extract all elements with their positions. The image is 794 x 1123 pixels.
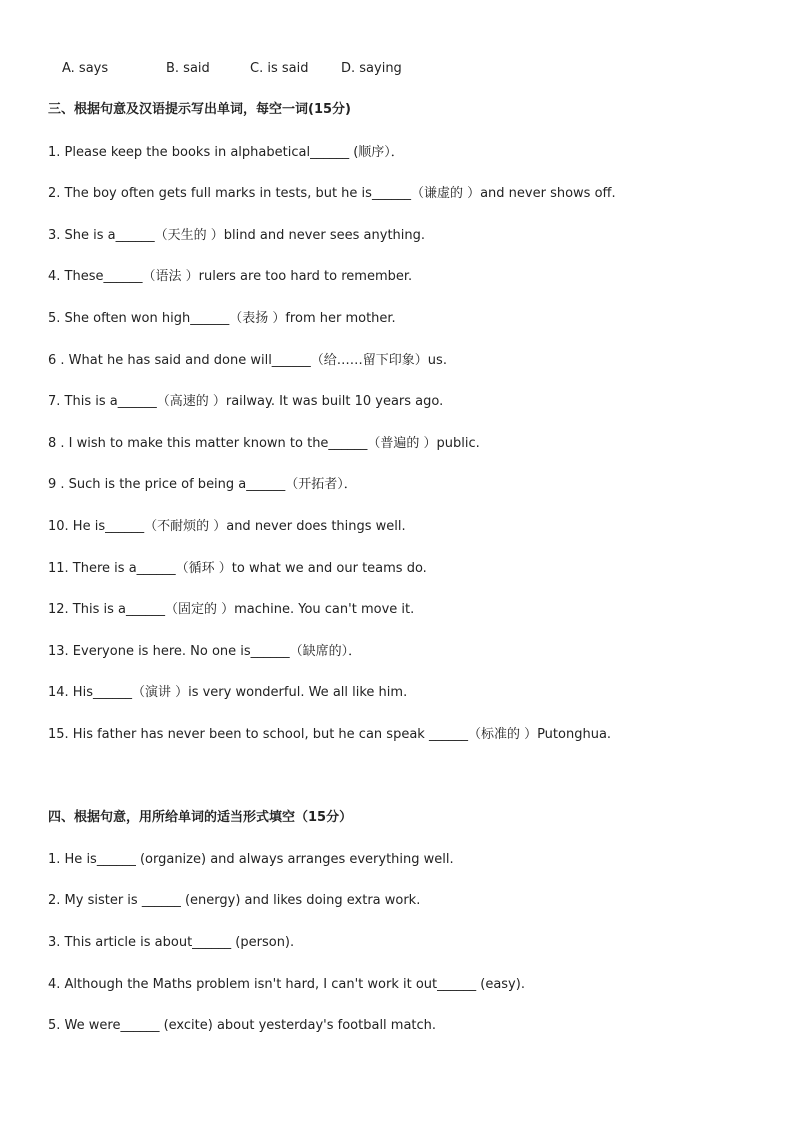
option-a: A. says — [62, 61, 109, 76]
section-3-item: 8 . I wish to make this matter known to the______（普遍的 ）public. — [48, 436, 480, 451]
option-c: C. is said — [250, 61, 309, 76]
section-3-item: 2. The boy often gets full marks in tests, but he is______（谦虚的 ）and never shows off. — [48, 186, 616, 201]
section-3-item: 5. She often won high______（表扬 ）from her mother. — [48, 311, 396, 326]
section-3-item: 14. His______（演讲 ）is very wonderful. We all like him. — [48, 685, 408, 700]
section-3-item: 13. Everyone is here. No one is______（缺席的）． — [48, 644, 362, 659]
section-4-heading: 四、根据句意，用所给单词的适当形式填空（15分） — [48, 810, 353, 825]
section-3-heading: 三、根据句意及汉语提示写出单词，每空一词(15分) — [48, 102, 351, 117]
section-3-item: 6 . What he has said and done will______（给……留下印象）us. — [48, 353, 447, 368]
section-4-item: 5. We were______ (excite) about yesterday's football match. — [48, 1018, 437, 1033]
section-4-item: 1. He is______ (organize) and always arranges everything well. — [48, 852, 454, 867]
section-3-item: 15. His father has never been to school, but he can speak ______（标准的 ）Putonghua. — [48, 727, 612, 742]
section-3-item: 4. These______（语法 ）rulers are too hard to remember. — [48, 269, 413, 284]
section-4-item: 2. My sister is ______ (energy) and likes doing extra work. — [48, 893, 421, 908]
section-4-item: 3. This article is about______ (person). — [48, 935, 295, 950]
option-b: B. said — [166, 61, 210, 76]
section-3-item: 10. He is______（不耐烦的 ）and never does things well. — [48, 519, 406, 534]
section-3-item: 12. This is a______（固定的 ）machine. You can't move it. — [48, 602, 415, 617]
section-3-item: 7. This is a______（高速的 ）railway. It was built 10 years ago. — [48, 394, 444, 409]
section-3-item: 1. Please keep the books in alphabetical______ (顺序）． — [48, 145, 404, 160]
section-4-item: 4. Although the Maths problem isn't hard, I can't work it out______ (easy). — [48, 977, 525, 992]
section-3-item: 3. She is a______（天生的 ）blind and never sees anything. — [48, 228, 426, 243]
section-3-item: 9 . Such is the price of being a______（开拓者）． — [48, 477, 357, 492]
section-3-item: 11. There is a______（循环 ）to what we and our teams do. — [48, 561, 427, 576]
option-d: D. saying — [341, 61, 402, 76]
